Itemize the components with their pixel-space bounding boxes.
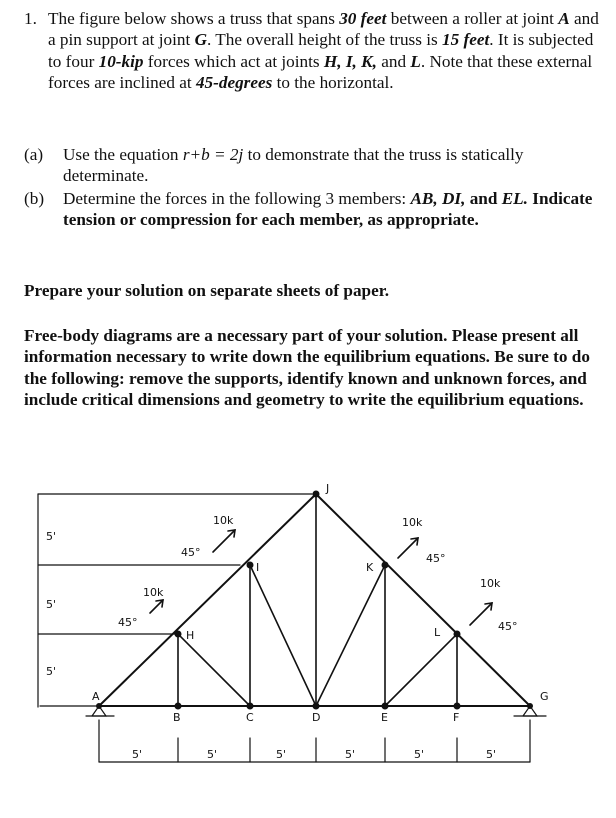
problem-number: 1.	[24, 9, 37, 28]
truss-figure	[0, 470, 616, 810]
part-a	[24, 144, 608, 187]
part-a-label: (a)	[24, 145, 44, 164]
joint-l: L	[410, 51, 421, 71]
joint-label-b: B	[173, 711, 181, 724]
angle-label-l: 45°	[498, 620, 518, 633]
joint-label-l: L	[434, 626, 441, 639]
span-dim: 5'	[486, 748, 497, 761]
joint-label-i: I	[256, 561, 260, 574]
text: between a roller at joint	[386, 9, 559, 28]
members: AB, DI,	[410, 189, 466, 208]
joint-label-c: C	[246, 711, 254, 724]
joint-label-k: K	[366, 561, 374, 574]
joint-label-f: F	[453, 711, 460, 724]
height-value: 15 feet	[442, 30, 490, 50]
joint-g: G	[194, 30, 207, 50]
text: . It is subjected to four	[48, 30, 594, 71]
angle-label-i: 45°	[181, 546, 201, 559]
joint-dot	[454, 703, 461, 710]
force-arrow-i	[213, 530, 235, 552]
height-dim-middle: 5'	[46, 598, 57, 611]
span-value: 30 feet	[339, 9, 387, 28]
text: . The overall height of the truss is	[206, 30, 442, 50]
force-label-k: 10k	[402, 516, 423, 529]
joint-label-a: A	[92, 690, 100, 703]
joint-a: A	[558, 9, 570, 28]
angle-label-k: 45°	[426, 552, 446, 565]
joint-dot	[382, 562, 389, 569]
text: and a pin support at joint	[48, 9, 599, 50]
height-dim-top: 5'	[46, 530, 57, 543]
joint-dot	[382, 703, 389, 710]
joint-dot	[247, 562, 254, 569]
member-id	[250, 565, 316, 706]
span-dim: 5'	[345, 748, 356, 761]
text: to the horizontal.	[272, 72, 394, 92]
top-chord-left	[99, 494, 316, 706]
angle-label-h: 45°	[118, 616, 138, 629]
span-dim: 5'	[276, 748, 287, 761]
force-value: 10-kip	[98, 51, 144, 71]
text: Indicate tension or compression for each member, as appropriate.	[63, 189, 593, 230]
text: and	[465, 189, 502, 208]
force-arrow-k	[398, 538, 418, 558]
joint-dot	[96, 703, 102, 709]
text: forces which act at joints	[143, 51, 324, 71]
force-label-h: 10k	[143, 586, 164, 599]
problem-statement	[24, 8, 608, 93]
joint-label-j: J	[326, 482, 330, 495]
text: The figure below shows a truss that spans	[48, 9, 340, 28]
joint-dot	[527, 703, 533, 709]
prepare-instruction: Prepare your solution on separate sheets of paper.	[24, 281, 390, 300]
top-chord-right	[316, 494, 530, 706]
fbd-instruction: Free-body diagrams are a necessary part of your solution. Please present all information necessary to write down the equilibrium equations. Be sure to do the following: remove the supports, identify known and unknown forces, and include critical dimensions and geometry to write the equilibrium equations.	[24, 326, 590, 409]
text: Determine the forces in the following 3 members:	[63, 189, 411, 208]
span-dim: 5'	[132, 748, 143, 761]
joint-dot	[313, 491, 320, 498]
joint-label-g: G	[540, 690, 549, 703]
joint-dot	[454, 631, 461, 638]
part-b	[24, 188, 608, 231]
force-label-i: 10k	[213, 514, 234, 527]
span-dim: 5'	[414, 748, 425, 761]
text: and	[376, 51, 411, 71]
loaded-joints: H, I, K,	[323, 51, 377, 71]
member-el	[385, 634, 457, 706]
force-arrow-l	[470, 603, 492, 625]
joint-dot	[175, 631, 182, 638]
member-hc	[178, 634, 250, 706]
force-arrow-h	[150, 600, 163, 613]
span-dim: 5'	[207, 748, 218, 761]
text: Use the equation	[63, 145, 183, 164]
joint-dot	[247, 703, 254, 710]
part-b-label: (b)	[24, 189, 45, 208]
equation: r+b = 2j	[182, 145, 244, 164]
force-label-l: 10k	[480, 577, 501, 590]
member-dk	[316, 565, 385, 706]
joint-dot	[313, 703, 320, 710]
angle-value: 45-degrees	[195, 72, 273, 92]
joint-label-e: E	[381, 711, 388, 724]
joint-label-d: D	[312, 711, 321, 724]
text: . Note that these external forces are inclined at	[48, 51, 593, 92]
joint-label-h: H	[186, 629, 195, 642]
joint-dot	[175, 703, 182, 710]
height-dim-bottom: 5'	[46, 665, 57, 678]
member-el: EL.	[501, 189, 528, 208]
text: to demonstrate that the truss is statically determinate.	[63, 145, 524, 186]
